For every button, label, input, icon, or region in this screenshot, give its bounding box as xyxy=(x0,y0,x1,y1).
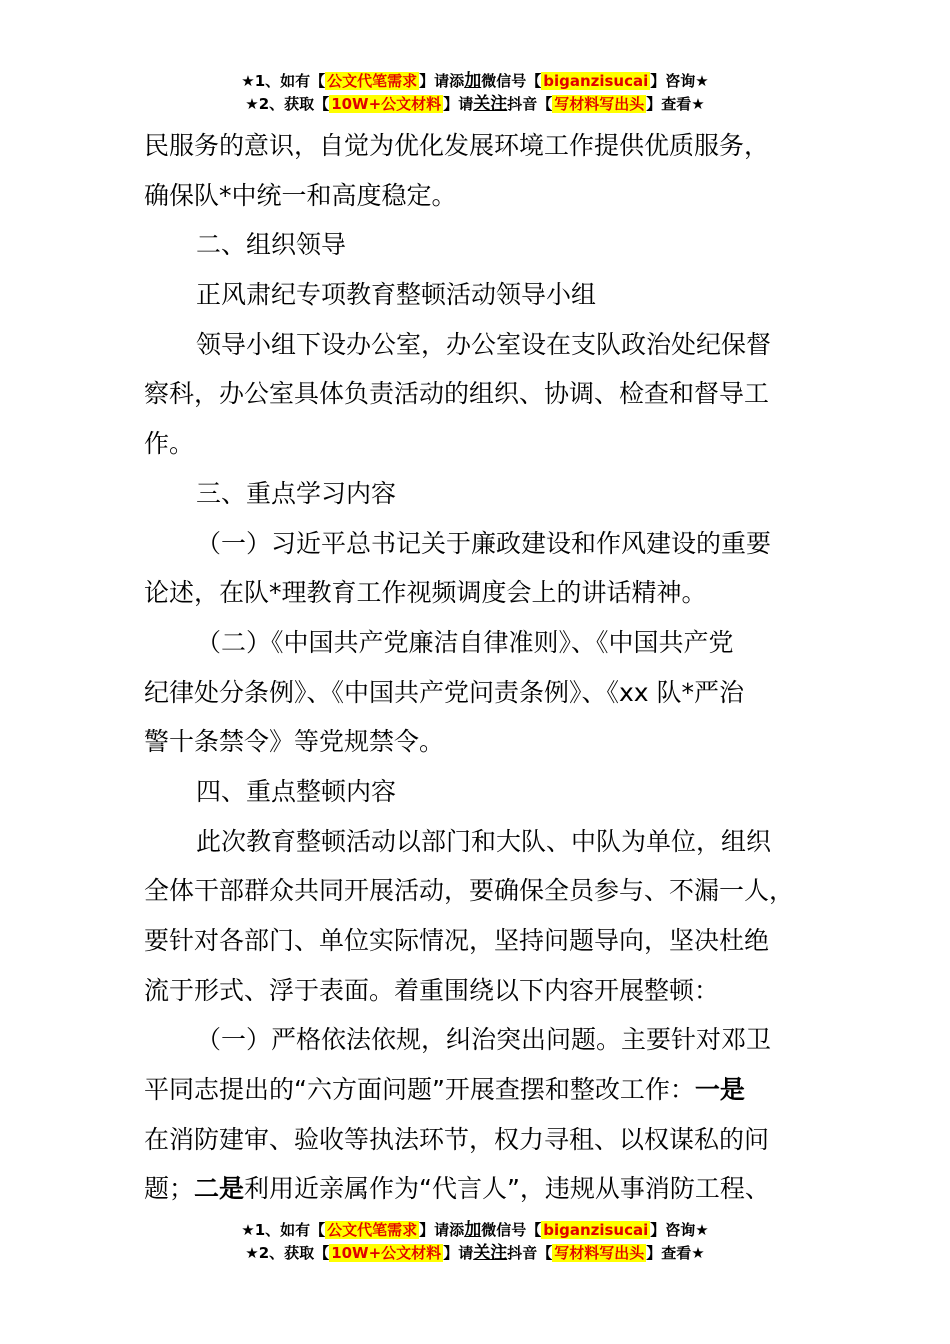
highlight-wechat-id: biganzisucai xyxy=(543,1221,649,1239)
promo-line-2: ★2、获取【 10W+公文材料 】请关注抖音【 写材料写出头 】查看★ xyxy=(245,1243,705,1263)
text-line: 警十条禁令》等党规禁令。 xyxy=(144,727,445,757)
highlight-materials: 10W+公文材料 xyxy=(331,95,442,113)
highlight-douyin: 写材料写出头 xyxy=(554,95,645,113)
text-line: 正风肃纪专项教育整顿活动领导小组 xyxy=(196,280,597,310)
emphasis-second: 二是 xyxy=(194,1174,245,1204)
highlight-douyin: 写材料写出头 xyxy=(554,1244,645,1262)
text-line: 纪律处分条例》、《中国共产党问责条例》、《xx 队*严治 xyxy=(144,677,745,707)
text-line: （一）严格依法依规，纠治突出问题。主要针对邓卫 xyxy=(196,1025,772,1055)
text-line: 作。 xyxy=(144,429,195,459)
text-line: 论述，在队*理教育工作视频调度会上的讲话精神。 xyxy=(144,578,707,608)
text-line: 题；二是利用近亲属作为“代言人”，违规从事消防工程、 xyxy=(144,1174,770,1204)
text-line: 察科，办公室具体负责活动的组织、协调、检查和督导工 xyxy=(144,379,770,409)
text-line: 全体干部群众共同开展活动，要确保全员参与、不漏一人， xyxy=(144,876,795,906)
promo-line-1: ★1、如有【 公文代笔需求 】请添加微信号【 biganzisucai 】咨询★ xyxy=(241,71,709,91)
promo-banner-top xyxy=(0,70,950,116)
promo-banner-bottom xyxy=(0,1219,950,1265)
text-line: 要针对各部门、单位实际情况，坚持问题导向，坚决杜绝 xyxy=(144,926,770,955)
section-heading: 三、重点学习内容 xyxy=(196,478,397,508)
text-line: 确保队*中统一和高度稳定。 xyxy=(144,180,457,210)
text-line: 此次教育整顿活动以部门和大队、中队为单位，组织 xyxy=(196,826,772,856)
promo-line-2: ★2、获取【 10W+公文材料 】请关注抖音【 写材料写出头 】查看★ xyxy=(245,94,705,114)
text-line: （一）习近平总书记关于廉政建设和作风建设的重要 xyxy=(196,528,772,558)
text-line: 民服务的意识，自觉为优化发展环境工作提供优质服务， xyxy=(144,131,770,160)
text-line: 平同志提出的“六方面问题”开展查摆和整改工作：一是 xyxy=(144,1075,745,1105)
document-body xyxy=(144,121,809,1214)
highlight-materials: 10W+公文材料 xyxy=(331,1244,442,1262)
text-line: 流于形式、浮于表面。着重围绕以下内容开展整顿： xyxy=(144,975,720,1005)
highlight-service: 公文代笔需求 xyxy=(327,1221,418,1239)
highlight-wechat-id: biganzisucai xyxy=(543,72,649,90)
text-line: 领导小组下设办公室，办公室设在支队政治处纪保督 xyxy=(196,329,772,359)
promo-line-1: ★1、如有【 公文代笔需求 】请添加微信号【 biganzisucai 】咨询★ xyxy=(241,1220,709,1240)
text-line: 在消防建审、验收等执法环节，权力寻租、以权谋私的问 xyxy=(144,1124,770,1154)
section-heading: 二、组织领导 xyxy=(196,230,347,260)
emphasis-first: 一是 xyxy=(694,1075,745,1105)
section-heading: 四、重点整顿内容 xyxy=(196,776,397,806)
highlight-service: 公文代笔需求 xyxy=(327,72,418,90)
text-line: （二）《中国共产党廉洁自律准则》、《中国共产党 xyxy=(196,627,734,657)
